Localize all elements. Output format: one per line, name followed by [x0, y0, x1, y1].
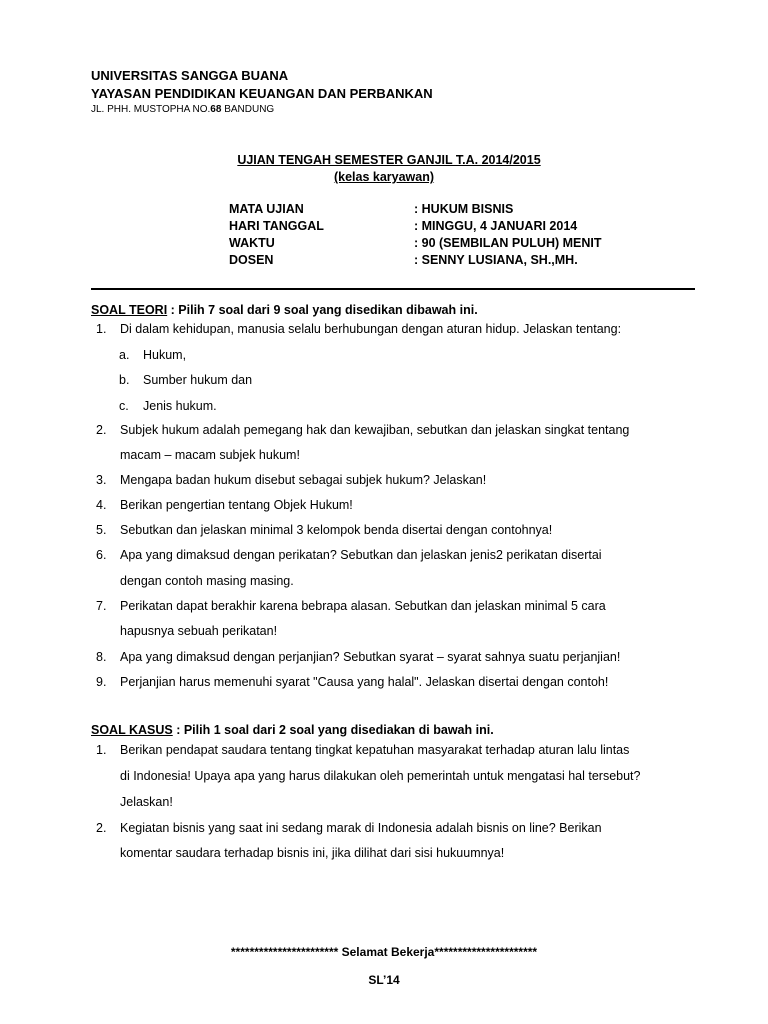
- question-number: 2.: [96, 821, 107, 835]
- sub-item-text: Jenis hukum.: [143, 399, 217, 413]
- question-number: 7.: [96, 599, 107, 613]
- sub-item-text: Hukum,: [143, 348, 187, 362]
- question-text: Berikan pengertian tentang Objek Hukum!: [120, 498, 353, 512]
- section-instruction: : Pilih 7 soal dari 9 soal yang disedikan dibawah ini.: [167, 303, 478, 317]
- sub-item-letter: b.: [119, 373, 130, 387]
- question-text: Perjanjian harus memenuhi syarat "Causa yang halal". Jelaskan disertai dengan contoh!: [120, 675, 609, 689]
- section-title: SOAL TEORI: [91, 303, 168, 317]
- sub-item-letter: a.: [119, 348, 130, 362]
- exam-subtitle: [0, 170, 768, 184]
- closing-text: *********************** Selamat Bekerja**********************: [230, 945, 538, 959]
- document-code: SL’14: [368, 973, 400, 987]
- exam-title-text: UJIAN TENGAH SEMESTER GANJIL T.A. 2014/2015: [237, 153, 541, 167]
- university-name: UNIVERSITAS SANGGA BUANA: [91, 68, 289, 83]
- question-continuation: Jelaskan!: [120, 795, 173, 809]
- section-title: SOAL KASUS: [91, 723, 173, 737]
- question-number: 8.: [96, 650, 107, 664]
- address-prefix: JL. PHH. MUSTOPHA NO.: [91, 104, 211, 115]
- question-text: Sebutkan dan jelaskan minimal 3 kelompok benda disertai dengan contohnya!: [120, 523, 553, 537]
- address-suffix: BANDUNG: [221, 104, 275, 115]
- section-instruction: : Pilih 1 soal dari 2 soal yang disediakan di bawah ini.: [172, 723, 494, 737]
- info-value: : 90 (SEMBILAN PULUH) MENIT: [414, 236, 602, 250]
- question-text: Kegiatan bisnis yang saat ini sedang marak di Indonesia adalah bisnis on line? Berikan: [120, 821, 602, 835]
- question-number: 1.: [96, 322, 107, 336]
- question-number: 9.: [96, 675, 107, 689]
- question-text: Subjek hukum adalah pemegang hak dan kewajiban, sebutkan dan jelaskan singkat tentang: [120, 423, 630, 437]
- question-number: 3.: [96, 473, 107, 487]
- info-label: DOSEN: [229, 253, 274, 267]
- question-continuation: hapusnya sebuah perikatan!: [120, 624, 278, 638]
- question-text: Perikatan dapat berakhir karena bebrapa alasan. Sebutkan dan jelaskan minimal 5 cara: [120, 599, 606, 613]
- question-continuation: di Indonesia! Upaya apa yang harus dilakukan oleh pemerintah untuk mengatasi hal tersebut?: [120, 769, 641, 783]
- info-value: : SENNY LUSIANA, SH.,MH.: [414, 253, 578, 267]
- question-text: Di dalam kehidupan, manusia selalu berhubungan dengan aturan hidup. Jelaskan tentang:: [120, 322, 622, 336]
- address-number: 68: [210, 104, 222, 115]
- exam-subtitle-text: (kelas karyawan): [333, 170, 435, 184]
- question-text: Mengapa badan hukum disebut sebagai subjek hukum? Jelaskan!: [120, 473, 487, 487]
- foundation-name: YAYASAN PENDIDIKAN KEUANGAN DAN PERBANKAN: [91, 86, 433, 101]
- question-continuation: macam – macam subjek hukum!: [120, 448, 300, 462]
- info-label: HARI TANGGAL: [229, 219, 324, 233]
- info-value: : HUKUM BISNIS: [414, 202, 514, 216]
- divider: [91, 288, 695, 290]
- section-heading-kasus: [91, 723, 494, 737]
- question-text: Berikan pendapat saudara tentang tingkat kepatuhan masyarakat terhadap aturan lalu lintas: [120, 743, 630, 757]
- sub-item-letter: c.: [119, 399, 129, 413]
- question-number: 6.: [96, 548, 107, 562]
- info-label: MATA UJIAN: [229, 202, 304, 216]
- address: [91, 104, 274, 115]
- question-text: Apa yang dimaksud dengan perjanjian? Sebutkan syarat – syarat sahnya suatu perjanjian!: [120, 650, 621, 664]
- question-number: 4.: [96, 498, 107, 512]
- question-number: 2.: [96, 423, 107, 437]
- question-text: Apa yang dimaksud dengan perikatan? Sebutkan dan jelaskan jenis2 perikatan disertai: [120, 548, 602, 562]
- info-label: WAKTU: [229, 236, 275, 250]
- question-number: 5.: [96, 523, 107, 537]
- question-continuation: komentar saudara terhadap bisnis ini, jika dilihat dari sisi hukuumnya!: [120, 846, 505, 860]
- question-number: 1.: [96, 743, 107, 757]
- question-continuation: dengan contoh masing masing.: [120, 574, 294, 588]
- section-heading-teori: [91, 303, 478, 317]
- exam-title: [0, 153, 768, 167]
- sub-item-text: Sumber hukum dan: [143, 373, 253, 387]
- info-value: : MINGGU, 4 JANUARI 2014: [414, 219, 578, 233]
